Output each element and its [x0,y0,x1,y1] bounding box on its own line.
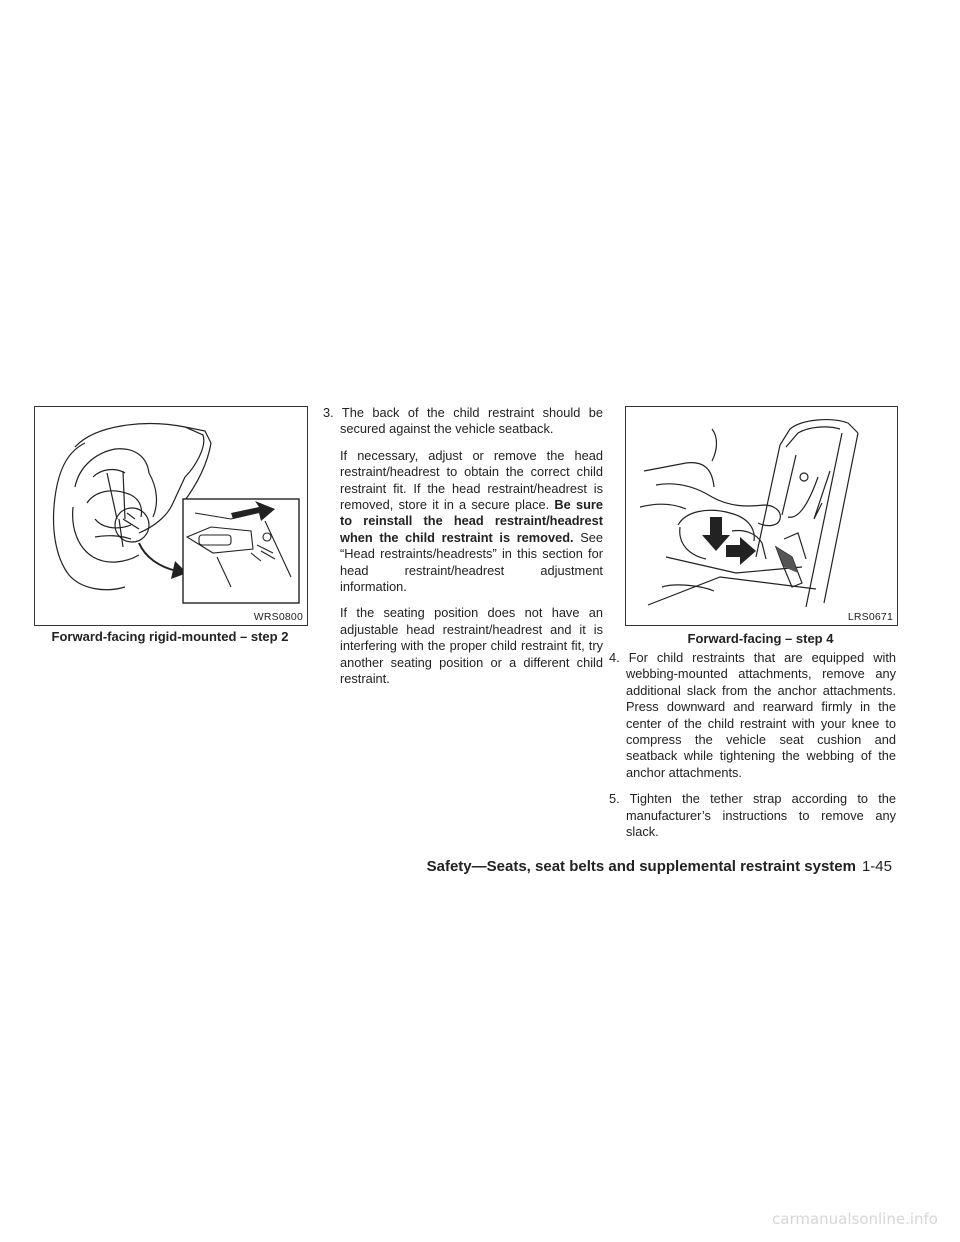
step-3-paragraph-2: If the seating position does not have an adjustable head restraint/headrest and it is interfering with the proper child restraint fit, try another seating position or a different child restraint. [340,605,603,687]
warning-text: Be sure to reinstall the head restraint/headrest when the child restraint is removed. [340,497,604,545]
step-number: 3. [323,405,334,420]
step-5 [609,791,896,840]
knee-press-illustration [626,407,897,625]
step-3-paragraph-1 [323,448,603,596]
step-number: 4. [609,650,620,665]
step-4-5-column [609,650,896,850]
step-text: The back of the child restraint should be secured against the vehicle seatback. [340,405,604,437]
figure-child-seat-rigid-mounted [34,406,308,626]
step-4 [609,650,896,781]
step-3 [323,405,603,438]
figure-child-seat-step-4 [625,406,898,626]
child-seat-illustration [35,407,307,625]
paragraph-text: If necessary, adjust or remove the head restraint/headrest to obtain the correct child restraint fit. If the head restraint/headrest is removed, store it in a secure place. [340,447,603,513]
paragraph-text: See “Head restraints/headrests” in this section for head restraint/headrest adjustment information. [340,529,603,595]
section-title: Safety—Seats, seat belts and supplemental restraint system [426,858,856,875]
page-number: 1-45 [861,858,892,875]
step-3-column [323,405,603,698]
watermark: carmanualsonline.info [772,1210,938,1228]
step-text: Tighten the tether strap according to the manufacturer’s instructions to remove any slack. [626,791,897,840]
figure-caption: Forward-facing – step 4 [687,631,834,646]
step-text: For child restraints that are equipped with webbing-mounted attachments, remove any additional slack from the anchor attachments. Press downward and rearward firmly in the center of the child restraint with your knee to compress the vehicle seat cushion and seatback while tightening the webbing of the anchor attachments. [626,650,897,780]
figure-code: WRS0800 [253,611,303,623]
figure-code: LRS0671 [847,611,893,623]
step-number: 5. [609,791,620,807]
page-footer [427,858,892,875]
figure-caption: Forward-facing rigid-mounted – step 2 [51,629,289,644]
